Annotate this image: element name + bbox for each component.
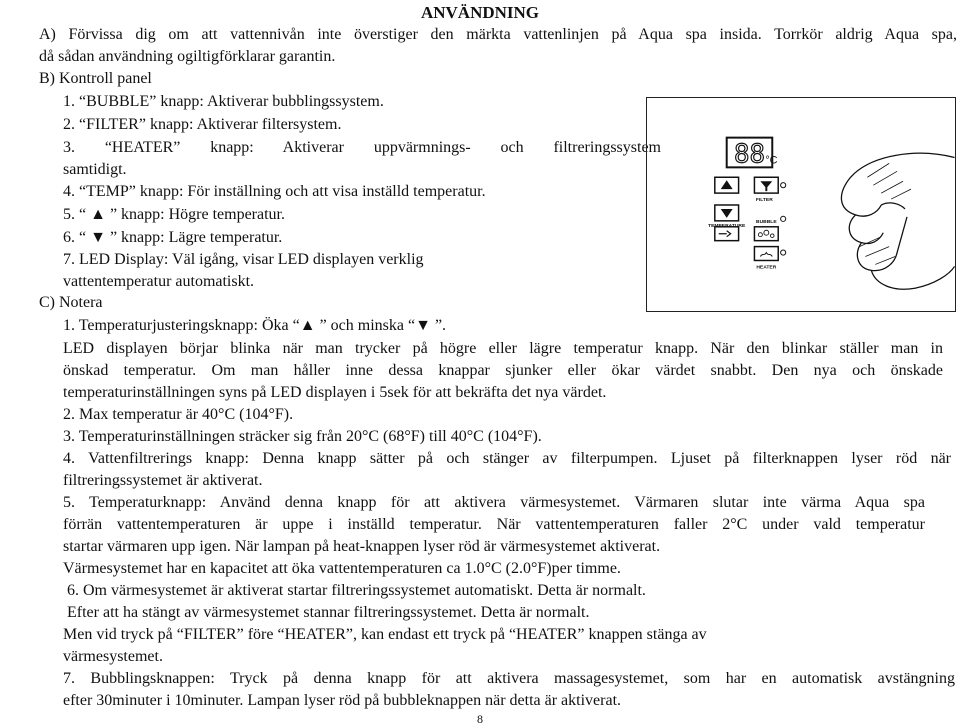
text-line: 6. “ ▼ ” knapp: Lägre temperatur. bbox=[63, 229, 283, 246]
text-line: filtreringssystemet är aktiverat. bbox=[63, 472, 263, 489]
text-line: önskad temperatur. Om man håller inne dessa knappar sjunker eller ökar värdet snabbt. Den nya och önskade bbox=[63, 362, 943, 379]
text-line: LED displayen börjar blinka när man trycker på högre eller lägre temperatur knapp. När den blinkar ställer man in bbox=[63, 340, 943, 357]
text-line: 3. “HEATER” knapp: Aktiverar uppvärmnings- och filtreringssystem bbox=[63, 139, 661, 156]
text-line: 4. “TEMP” knapp: För inställning och att visa inställd temperatur. bbox=[63, 183, 486, 200]
text-line: 1. “BUBBLE” knapp: Aktiverar bubblingssystem. bbox=[63, 93, 384, 110]
finger-icon bbox=[841, 153, 954, 289]
text-line: 4. Vattenfiltrerings knapp: Denna knapp sätter på och stänger av filterpumpen. Ljuset på filterknappen lyser röd när bbox=[63, 450, 951, 467]
text-line: vattentemperatur automatiskt. bbox=[63, 273, 255, 290]
text-line: 7. Bubblingsknappen: Tryck på denna knapp för att aktivera massagesystemet, som har en automatisk avstängning bbox=[63, 670, 955, 687]
bubble-button bbox=[754, 227, 778, 241]
section-heading: B) Kontroll panel bbox=[39, 70, 152, 87]
temperature-button bbox=[715, 227, 739, 241]
text-line: 6. Om värmesystemet är aktiverat startar filtreringssystemet automatiskt. Detta är normalt. bbox=[67, 582, 646, 599]
text-line: Efter att ha stängt av värmesystemet stannar filtreringssystemet. Detta är normalt. bbox=[67, 604, 590, 621]
section-heading: C) Notera bbox=[39, 294, 103, 311]
text-line: temperaturinställningen syns på LED displayen i 5sek för att bekräfta det nya värdet. bbox=[63, 384, 607, 401]
led-unit: °C bbox=[765, 154, 778, 167]
text-line: då sådan användning ogiltigförklarar garantin. bbox=[39, 48, 336, 65]
text-line: 7. LED Display: Väl igång, visar LED displayen verklig bbox=[63, 251, 424, 268]
text-line: 2. “FILTER” knapp: Aktiverar filtersystem. bbox=[63, 116, 342, 133]
text-line: 5. Temperaturknapp: Använd denna knapp för att aktivera värmesystemet. Värmaren slutar inte värma Aqua spa bbox=[63, 494, 925, 511]
text-line: värmesystemet. bbox=[63, 648, 163, 665]
text-line: förrän vattentemperaturen är uppe i inställd temperatur. När vattentemperaturen faller 2°C under vald temperatur bbox=[63, 516, 925, 533]
text-line: A) Förvissa dig om att vattennivån inte överstiger den märkta vattenlinjen på Aqua spa insida. Torrkör aldrig Aqua spa, bbox=[39, 26, 957, 43]
text-line: 5. “ ▲ ” knapp: Högre temperatur. bbox=[63, 206, 285, 223]
page-number: 8 bbox=[477, 712, 483, 726]
bubble-label: BUBBLE bbox=[756, 219, 777, 225]
temperature-label: TEMPERATURE bbox=[708, 223, 746, 229]
text-line: samtidigt. bbox=[63, 161, 127, 178]
led-digits: 88 bbox=[733, 139, 765, 170]
page-title: ANVÄNDNING bbox=[420, 3, 540, 22]
text-line: Värmesystemet har en kapacitet att öka vattentemperaturen ca 1.0°C (2.0°F)per timme. bbox=[63, 560, 621, 577]
text-line: efter 30minuter i 10minuter. Lampan lyser röd på bubbleknappen när detta är aktiverat. bbox=[63, 692, 622, 709]
text-line: 3. Temperaturinställningen sträcker sig från 20°C (68°F) till 40°C (104°F). bbox=[63, 428, 542, 445]
text-line: 2. Max temperatur är 40°C (104°F). bbox=[63, 406, 294, 423]
control-panel-svg bbox=[647, 98, 955, 311]
text-line: Men vid tryck på “FILTER” före “HEATER”, kan endast ett tryck på “HEATER” knappen stänga av bbox=[63, 626, 707, 643]
text-line: startar värmaren upp igen. När lampan på heat-knappen lyser röd är värmesystemet aktiverat. bbox=[63, 538, 661, 555]
filter-led bbox=[781, 183, 786, 188]
text-line: 1. Temperaturjusteringsknapp: Öka “▲ ” och minska “▼ ”. bbox=[63, 317, 447, 334]
heater-led bbox=[781, 250, 786, 255]
heater-label: HEATER bbox=[756, 265, 777, 271]
heater-button bbox=[754, 247, 778, 261]
control-panel-illustration bbox=[646, 97, 956, 312]
filter-label: FILTER bbox=[755, 198, 773, 204]
bubble-led bbox=[781, 216, 786, 221]
